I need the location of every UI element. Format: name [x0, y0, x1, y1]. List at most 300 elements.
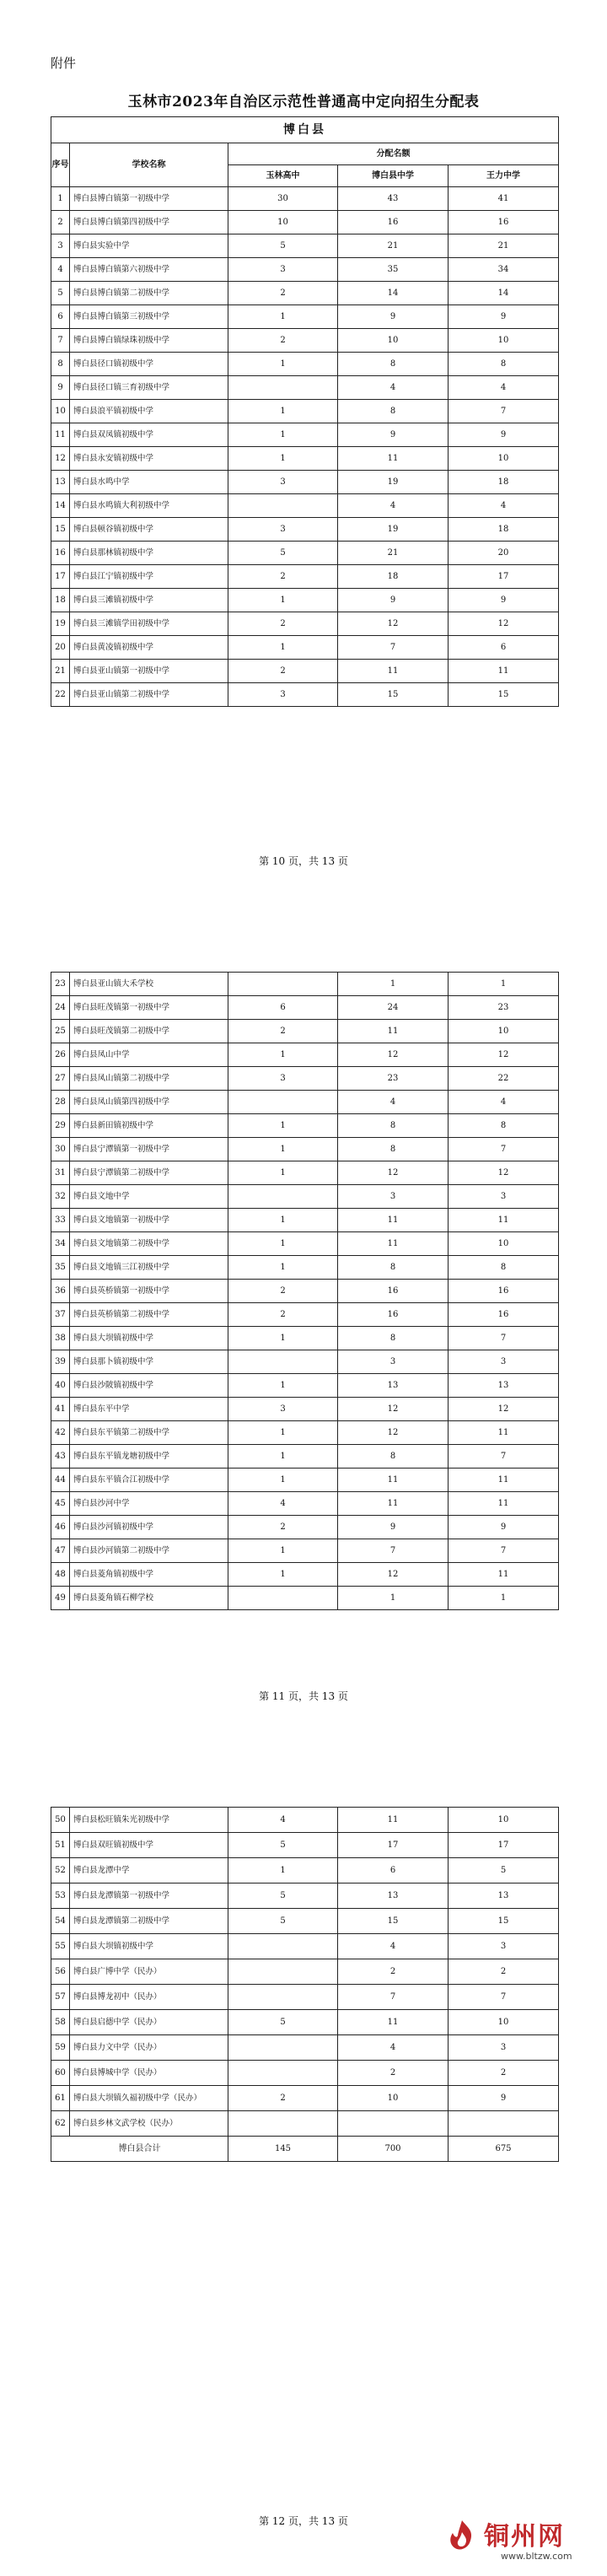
bobai-high-quota: 8	[338, 1138, 449, 1161]
yulin-high-quota	[228, 1185, 338, 1209]
yulin-high-quota: 5	[228, 542, 338, 565]
wangli-high-quota: 12	[449, 1398, 559, 1421]
yulin-high-quota: 5	[228, 234, 338, 258]
school-name: 博白县旺茂镇第二初级中学	[70, 1020, 228, 1043]
yulin-high-quota: 10	[228, 211, 338, 234]
allocation-header: 分配名额	[228, 143, 559, 165]
school-name: 博白县大坝镇久福初级中学（民办）	[70, 2086, 228, 2111]
row-seq: 17	[51, 565, 70, 589]
row-seq: 33	[51, 1209, 70, 1232]
row-seq: 3	[51, 234, 70, 258]
school-name: 博白县凤山中学	[70, 1043, 228, 1067]
wangli-high-quota: 10	[449, 2010, 559, 2035]
table-row	[51, 636, 559, 660]
row-seq: 58	[51, 2010, 70, 2035]
table-row	[51, 1445, 559, 1469]
school-name: 博白县文地镇三江初级中学	[70, 1256, 228, 1280]
school-name: 博白县力文中学（民办）	[70, 2035, 228, 2061]
row-seq: 5	[51, 282, 70, 305]
table-row	[51, 1303, 559, 1327]
school-name: 博白县黄凌镇初级中学	[70, 636, 228, 660]
school-name: 博白县松旺镇朱光初级中学	[70, 1808, 228, 1833]
wangli-high-header: 王力中学	[449, 165, 559, 187]
wangli-high-quota: 11	[449, 1469, 559, 1492]
table-row	[51, 1934, 559, 1959]
yulin-high-quota: 6	[228, 996, 338, 1020]
bobai-high-quota: 17	[338, 1833, 449, 1858]
row-seq: 47	[51, 1539, 70, 1563]
wangli-high-quota: 3	[449, 1185, 559, 1209]
school-name: 博白县沙河镇第二初级中学	[70, 1539, 228, 1563]
row-seq: 49	[51, 1587, 70, 1610]
table-row	[51, 1256, 559, 1280]
wangli-high-quota: 11	[449, 1209, 559, 1232]
row-seq: 10	[51, 400, 70, 423]
yulin-high-quota	[228, 1985, 338, 2010]
bobai-high-quota: 9	[338, 589, 449, 612]
row-seq: 21	[51, 660, 70, 683]
yulin-high-quota: 2	[228, 1303, 338, 1327]
school-name: 博白县龙潭镇第二初级中学	[70, 1909, 228, 1934]
bobai-high-quota: 18	[338, 565, 449, 589]
wangli-high-quota: 1	[449, 973, 559, 996]
wangli-high-quota: 9	[449, 1516, 559, 1539]
bobai-high-quota: 8	[338, 1114, 449, 1138]
yulin-high-quota: 3	[228, 1398, 338, 1421]
table-row	[51, 1043, 559, 1067]
row-seq: 12	[51, 447, 70, 471]
school-name: 博白县宁潭镇第二初级中学	[70, 1161, 228, 1185]
wangli-high-quota: 7	[449, 400, 559, 423]
row-seq: 46	[51, 1516, 70, 1539]
bobai-high-quota: 11	[338, 447, 449, 471]
bobai-high-quota: 9	[338, 423, 449, 447]
seq-header: 序号	[51, 143, 70, 187]
school-name: 博白县宁潭镇第一初级中学	[70, 1138, 228, 1161]
bobai-high-quota: 11	[338, 2010, 449, 2035]
yulin-high-quota: 1	[228, 305, 338, 329]
table-row	[51, 1539, 559, 1563]
wangli-high-quota: 10	[449, 329, 559, 353]
school-name: 博白县顿谷镇初级中学	[70, 518, 228, 542]
table-row	[51, 211, 559, 234]
row-seq: 2	[51, 211, 70, 234]
bobai-high-quota: 4	[338, 494, 449, 518]
yulin-high-quota	[228, 1350, 338, 1374]
table-row	[51, 1909, 559, 1934]
allocation-table-page-11	[51, 972, 559, 1610]
table-row	[51, 258, 559, 282]
school-name: 博白县水鸣镇大利初级中学	[70, 494, 228, 518]
bobai-high-quota: 11	[338, 660, 449, 683]
watermark-url: www.bltzw.com	[501, 2551, 572, 2562]
table-row	[51, 973, 559, 996]
table-row	[51, 1138, 559, 1161]
wangli-high-quota: 41	[449, 187, 559, 211]
yulin-high-quota: 1	[228, 1374, 338, 1398]
school-name: 博白县永安镇初级中学	[70, 447, 228, 471]
bobai-high-quota: 11	[338, 1020, 449, 1043]
school-name: 博白县三滩镇初级中学	[70, 589, 228, 612]
document-title: 玉林市2023年自治区示范性普通高中定向招生分配表	[127, 94, 480, 110]
table-row	[51, 234, 559, 258]
yulin-high-quota: 1	[228, 1563, 338, 1587]
yulin-high-quota: 3	[228, 683, 338, 707]
wangli-high-quota: 12	[449, 612, 559, 636]
yulin-high-quota	[228, 494, 338, 518]
bobai-high-quota: 15	[338, 1909, 449, 1934]
yulin-high-quota: 1	[228, 1138, 338, 1161]
school-name: 博白县沙陂镇初级中学	[70, 1374, 228, 1398]
wangli-high-quota: 7	[449, 1539, 559, 1563]
table-row	[51, 1883, 559, 1909]
yulin-high-quota: 3	[228, 258, 338, 282]
wangli-high-quota: 8	[449, 1256, 559, 1280]
bobai-high-quota: 12	[338, 1161, 449, 1185]
row-seq: 41	[51, 1398, 70, 1421]
school-name: 博白县英桥镇第二初级中学	[70, 1303, 228, 1327]
row-seq: 28	[51, 1091, 70, 1114]
yulin-high-quota	[228, 1587, 338, 1610]
wangli-high-quota: 7	[449, 1327, 559, 1350]
table-row	[51, 353, 559, 376]
school-name: 博白县龙潭中学	[70, 1858, 228, 1883]
table-row	[51, 471, 559, 494]
yulin-high-quota: 3	[228, 471, 338, 494]
wangli-high-quota: 3	[449, 1350, 559, 1374]
bobai-high-quota: 24	[338, 996, 449, 1020]
wangli-high-quota: 22	[449, 1067, 559, 1091]
bobai-high-quota: 15	[338, 683, 449, 707]
yulin-high-quota: 1	[228, 1858, 338, 1883]
total-yulin-high: 145	[228, 2137, 338, 2162]
wangli-high-quota: 23	[449, 996, 559, 1020]
school-name: 博白县沙河中学	[70, 1492, 228, 1516]
school-name: 博白县菱角镇初级中学	[70, 1563, 228, 1587]
table-row	[51, 683, 559, 707]
school-name: 博白县启德中学（民办）	[70, 2010, 228, 2035]
bobai-high-quota: 11	[338, 1232, 449, 1256]
school-name: 博白县文地中学	[70, 1185, 228, 1209]
school-name: 博白县大坝镇初级中学	[70, 1327, 228, 1350]
wangli-high-quota: 11	[449, 1421, 559, 1445]
school-name: 博白县博白镇第四初级中学	[70, 211, 228, 234]
bobai-high-quota: 7	[338, 1985, 449, 2010]
table-row	[51, 1808, 559, 1833]
table-row	[51, 1469, 559, 1492]
school-name: 博白县东平镇龙塘初级中学	[70, 1445, 228, 1469]
wangli-high-quota: 2	[449, 1959, 559, 1985]
school-name: 博白县亚山镇第二初级中学	[70, 683, 228, 707]
row-seq: 54	[51, 1909, 70, 1934]
school-name: 博白县乡林文武学校（民办）	[70, 2111, 228, 2137]
yulin-high-quota: 2	[228, 1280, 338, 1303]
bobai-high-quota: 6	[338, 1858, 449, 1883]
row-seq: 44	[51, 1469, 70, 1492]
yulin-high-quota: 4	[228, 1492, 338, 1516]
bobai-high-quota: 21	[338, 234, 449, 258]
table-row	[51, 1398, 559, 1421]
table-row	[51, 376, 559, 400]
school-name: 博白县双凤镇初级中学	[70, 423, 228, 447]
row-seq: 14	[51, 494, 70, 518]
bobai-high-quota: 19	[338, 471, 449, 494]
table-row	[51, 1091, 559, 1114]
yulin-high-quota: 1	[228, 1209, 338, 1232]
table-row	[51, 1020, 559, 1043]
school-name: 博白县凤山镇第二初级中学	[70, 1067, 228, 1091]
wangli-high-quota: 7	[449, 1445, 559, 1469]
wangli-high-quota: 9	[449, 423, 559, 447]
wangli-high-quota: 10	[449, 1232, 559, 1256]
school-name: 博白县东平中学	[70, 1398, 228, 1421]
row-seq: 59	[51, 2035, 70, 2061]
wangli-high-quota: 4	[449, 494, 559, 518]
yulin-high-quota: 1	[228, 1445, 338, 1469]
school-header: 学校名称	[70, 143, 228, 187]
wangli-high-quota: 14	[449, 282, 559, 305]
school-name: 博白县博白镇第三初级中学	[70, 305, 228, 329]
wangli-high-quota: 11	[449, 660, 559, 683]
row-seq: 6	[51, 305, 70, 329]
wangli-high-quota: 11	[449, 1492, 559, 1516]
table-row	[51, 1209, 559, 1232]
wangli-high-quota: 8	[449, 1114, 559, 1138]
table-row	[51, 1833, 559, 1858]
bobai-high-quota: 10	[338, 329, 449, 353]
school-name: 博白县径口镇三育初级中学	[70, 376, 228, 400]
yulin-high-quota: 2	[228, 282, 338, 305]
school-name: 博白县大坝镇初级中学	[70, 1934, 228, 1959]
table-row	[51, 329, 559, 353]
table-row	[51, 589, 559, 612]
table-row	[51, 305, 559, 329]
yulin-high-quota: 1	[228, 400, 338, 423]
bobai-high-quota: 12	[338, 1043, 449, 1067]
row-seq: 53	[51, 1883, 70, 1909]
school-name: 博白县英桥镇第一初级中学	[70, 1280, 228, 1303]
yulin-high-quota	[228, 2061, 338, 2086]
bobai-high-quota: 21	[338, 542, 449, 565]
row-seq: 18	[51, 589, 70, 612]
bobai-high-quota: 2	[338, 1959, 449, 1985]
row-seq: 30	[51, 1138, 70, 1161]
bobai-high-quota: 12	[338, 1398, 449, 1421]
yulin-high-quota: 4	[228, 1808, 338, 1833]
wangli-high-quota: 7	[449, 1138, 559, 1161]
school-name: 博白县双旺镇初级中学	[70, 1833, 228, 1858]
school-name: 博白县浪平镇初级中学	[70, 400, 228, 423]
wangli-high-quota: 18	[449, 471, 559, 494]
yulin-high-quota: 1	[228, 1421, 338, 1445]
bobai-high-quota: 7	[338, 636, 449, 660]
yulin-high-quota: 2	[228, 329, 338, 353]
wangli-high-quota: 4	[449, 1091, 559, 1114]
total-label: 博白县合计	[51, 2137, 228, 2162]
bobai-high-quota: 11	[338, 1808, 449, 1833]
yulin-high-quota: 2	[228, 612, 338, 636]
page-footer: 第 11 页，共 13 页	[259, 1690, 348, 1702]
row-seq: 13	[51, 471, 70, 494]
wangli-high-quota: 3	[449, 1934, 559, 1959]
school-name: 博白县实验中学	[70, 234, 228, 258]
yulin-high-quota: 1	[228, 1256, 338, 1280]
row-seq: 35	[51, 1256, 70, 1280]
row-seq: 55	[51, 1934, 70, 1959]
school-name: 博白县菱角镇石柳学校	[70, 1587, 228, 1610]
yulin-high-quota: 1	[228, 1327, 338, 1350]
yulin-high-quota: 1	[228, 636, 338, 660]
row-seq: 40	[51, 1374, 70, 1398]
wangli-high-quota: 18	[449, 518, 559, 542]
wangli-high-quota: 4	[449, 376, 559, 400]
bobai-high-quota: 1	[338, 973, 449, 996]
row-seq: 7	[51, 329, 70, 353]
watermark-site-name: 铜州网	[484, 2522, 565, 2552]
bobai-high-quota: 4	[338, 2035, 449, 2061]
bobai-high-quota: 7	[338, 1539, 449, 1563]
row-seq: 56	[51, 1959, 70, 1985]
wangli-high-quota: 10	[449, 1020, 559, 1043]
school-name: 博白县旺茂镇第一初级中学	[70, 996, 228, 1020]
bobai-high-quota: 11	[338, 1492, 449, 1516]
table-row	[51, 518, 559, 542]
row-seq: 22	[51, 683, 70, 707]
bobai-high-quota: 8	[338, 1327, 449, 1350]
bobai-high-quota: 2	[338, 2061, 449, 2086]
table-row	[51, 1185, 559, 1209]
wangli-high-quota: 6	[449, 636, 559, 660]
school-name: 博白县文地镇第一初级中学	[70, 1209, 228, 1232]
bobai-high-quota	[338, 2111, 449, 2137]
bobai-high-quota: 8	[338, 353, 449, 376]
school-name: 博白县凤山镇第四初级中学	[70, 1091, 228, 1114]
wangli-high-quota: 9	[449, 589, 559, 612]
school-name: 博白县三滩镇学田初级中学	[70, 612, 228, 636]
school-name: 博白县广博中学（民办）	[70, 1959, 228, 1985]
table-row	[51, 1280, 559, 1303]
table-row	[51, 1161, 559, 1185]
bobai-high-quota: 10	[338, 2086, 449, 2111]
school-name: 博白县那林镇初级中学	[70, 542, 228, 565]
bobai-high-quota: 12	[338, 612, 449, 636]
row-seq: 11	[51, 423, 70, 447]
table-row	[51, 1516, 559, 1539]
wangli-high-quota: 17	[449, 1833, 559, 1858]
wangli-high-quota: 17	[449, 565, 559, 589]
yulin-high-quota	[228, 2111, 338, 2137]
table-row	[51, 1421, 559, 1445]
yulin-high-quota: 1	[228, 1161, 338, 1185]
row-seq: 24	[51, 996, 70, 1020]
school-name: 博白县博白镇第二初级中学	[70, 282, 228, 305]
row-seq: 42	[51, 1421, 70, 1445]
row-seq: 39	[51, 1350, 70, 1374]
row-seq: 29	[51, 1114, 70, 1138]
yulin-high-header: 玉林高中	[228, 165, 338, 187]
wangli-high-quota: 12	[449, 1043, 559, 1067]
school-name: 博白县沙河镇初级中学	[70, 1516, 228, 1539]
school-name: 博白县文地镇第二初级中学	[70, 1232, 228, 1256]
yulin-high-quota: 2	[228, 2086, 338, 2111]
yulin-high-quota: 2	[228, 660, 338, 683]
table-row	[51, 542, 559, 565]
bobai-high-quota: 4	[338, 1091, 449, 1114]
table-row	[51, 1327, 559, 1350]
yulin-high-quota: 2	[228, 1516, 338, 1539]
row-seq: 19	[51, 612, 70, 636]
table-row	[51, 187, 559, 211]
yulin-high-quota	[228, 2035, 338, 2061]
yulin-high-quota	[228, 1959, 338, 1985]
yulin-high-quota: 5	[228, 1909, 338, 1934]
yulin-high-quota: 1	[228, 1043, 338, 1067]
table-row	[51, 400, 559, 423]
bobai-high-quota: 23	[338, 1067, 449, 1091]
row-seq: 32	[51, 1185, 70, 1209]
wangli-high-quota: 2	[449, 2061, 559, 2086]
bobai-high-quota: 35	[338, 258, 449, 282]
row-seq: 36	[51, 1280, 70, 1303]
row-seq: 60	[51, 2061, 70, 2086]
yulin-high-quota: 1	[228, 1232, 338, 1256]
row-seq: 9	[51, 376, 70, 400]
yulin-high-quota: 5	[228, 1883, 338, 1909]
yulin-high-quota	[228, 1091, 338, 1114]
table-row	[51, 423, 559, 447]
row-seq: 1	[51, 187, 70, 211]
yulin-high-quota: 1	[228, 1469, 338, 1492]
school-name: 博白县博白镇第六初级中学	[70, 258, 228, 282]
wangli-high-quota: 16	[449, 211, 559, 234]
table-row	[51, 2086, 559, 2111]
wangli-high-quota: 21	[449, 234, 559, 258]
row-seq: 27	[51, 1067, 70, 1091]
row-seq: 15	[51, 518, 70, 542]
total-row	[51, 2137, 559, 2162]
yulin-high-quota: 1	[228, 589, 338, 612]
table-row	[51, 1959, 559, 1985]
yulin-high-quota: 3	[228, 518, 338, 542]
table-row	[51, 282, 559, 305]
row-seq: 23	[51, 973, 70, 996]
table-row	[51, 1374, 559, 1398]
allocation-table-page-10	[51, 116, 559, 707]
bobai-high-quota: 43	[338, 187, 449, 211]
school-name: 博白县龙潭镇第一初级中学	[70, 1883, 228, 1909]
table-row	[51, 2111, 559, 2137]
row-seq: 34	[51, 1232, 70, 1256]
wangli-high-quota: 34	[449, 258, 559, 282]
bobai-high-quota: 4	[338, 376, 449, 400]
wangli-high-quota: 16	[449, 1280, 559, 1303]
row-seq: 57	[51, 1985, 70, 2010]
table-row	[51, 565, 559, 589]
yulin-high-quota: 5	[228, 1833, 338, 1858]
page-footer: 第 12 页，共 13 页	[259, 2515, 348, 2527]
school-name: 博白县水鸣中学	[70, 471, 228, 494]
bobai-high-quota: 13	[338, 1374, 449, 1398]
table-row	[51, 1350, 559, 1374]
row-seq: 20	[51, 636, 70, 660]
site-watermark	[445, 2514, 588, 2564]
row-seq: 25	[51, 1020, 70, 1043]
row-seq: 8	[51, 353, 70, 376]
row-seq: 43	[51, 1445, 70, 1469]
table-row	[51, 447, 559, 471]
total-wangli-high: 675	[449, 2137, 559, 2162]
bobai-high-quota: 19	[338, 518, 449, 542]
